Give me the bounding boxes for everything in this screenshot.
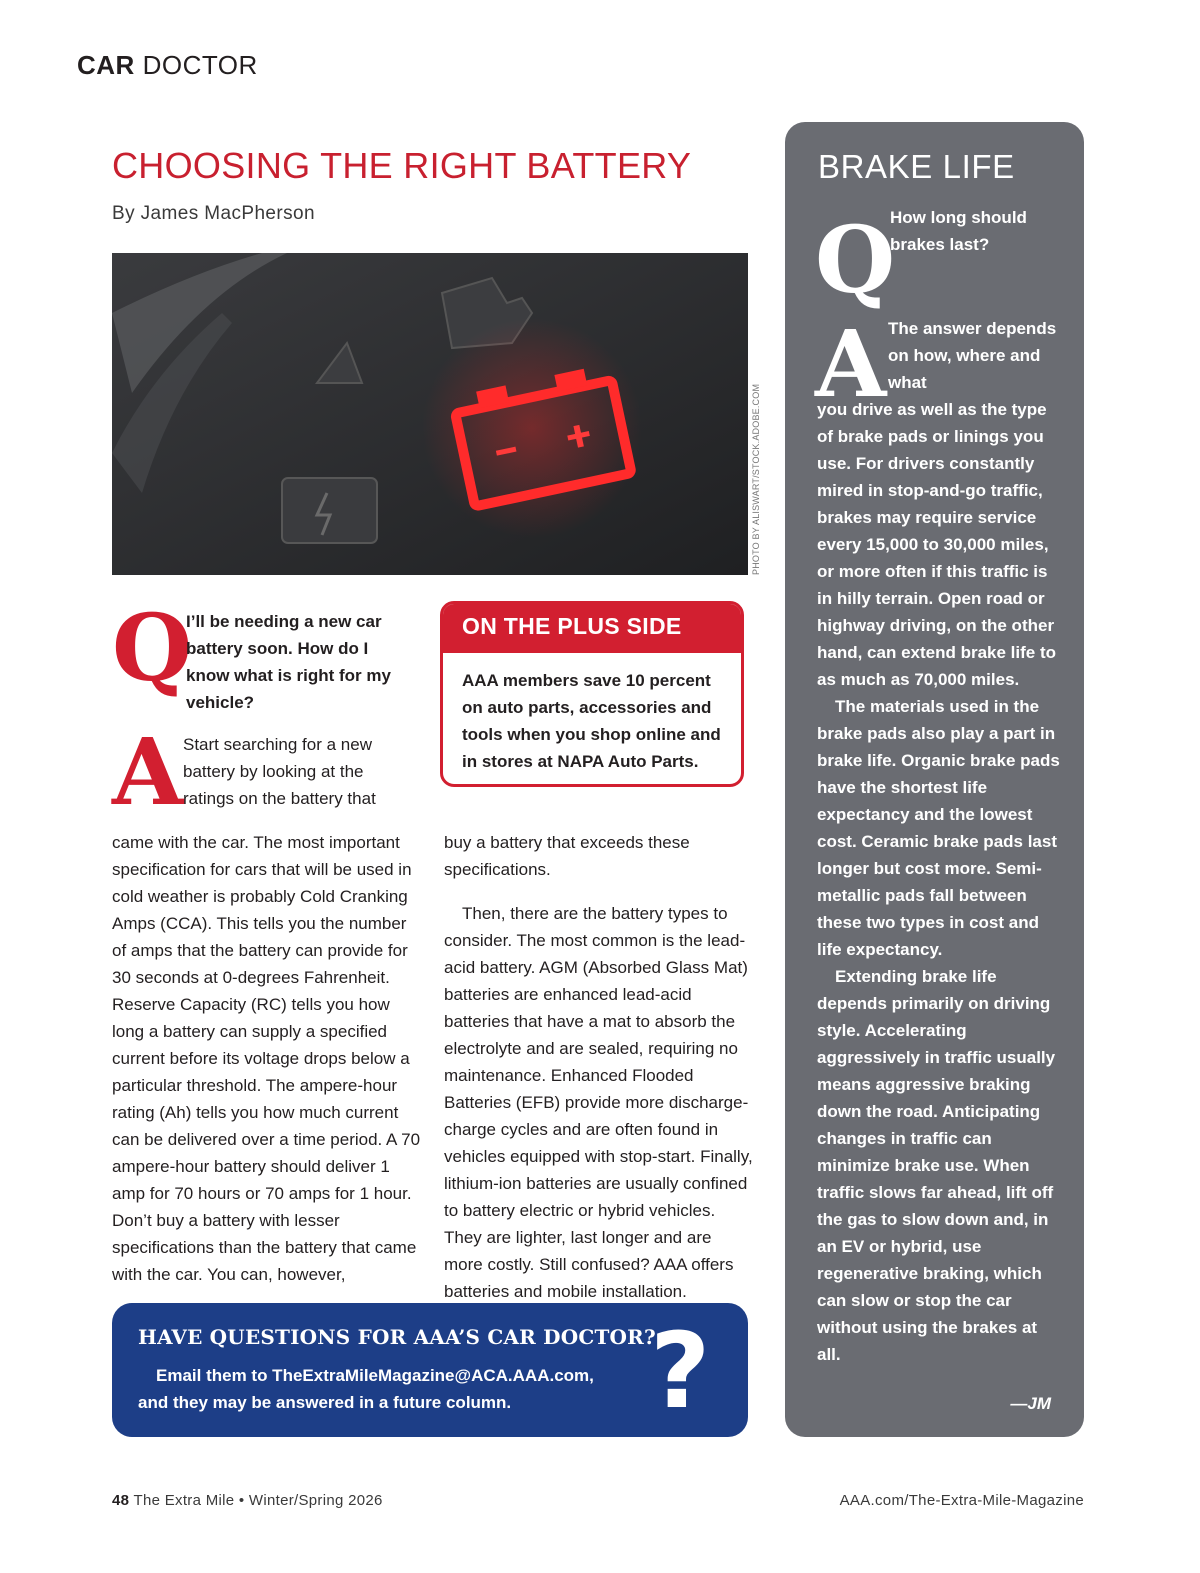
sidebar-question-text: How long should brakes last? bbox=[890, 208, 1027, 254]
dashboard-photo-illustration bbox=[112, 253, 748, 575]
sidebar-paragraph: you drive as well as the type of brake pads or linings you use. For drivers constantly mired in stop-and-go traffic, brakes may require service every 15,000 to 30,000 miles, or more often if this traffic is in hilly terrain. Open road or highway driving, on the other hand, can extend brake life to as much as 70,000 miles. bbox=[817, 400, 1057, 689]
byline: By James MacPherson bbox=[112, 203, 315, 224]
footer-left bbox=[112, 1492, 383, 1509]
sidebar-answer-lead: The answer depends on how, where and what bbox=[888, 319, 1057, 392]
photo-credit: PHOTO BY ALISWART/STOCK.ADOBE.COM bbox=[751, 383, 761, 575]
plus-side-body: AAA members save 10 percent on auto parts, accessories and tools when you shop online and in stores at NAPA Auto Parts. bbox=[462, 671, 721, 771]
sidebar-title: BRAKE LIFE bbox=[818, 148, 1015, 185]
answer-body-column-1 bbox=[112, 812, 422, 1305]
question-text: I’ll be needing a new car battery soon. How do I know what is right for my vehicle? bbox=[186, 612, 391, 712]
sidebar-paragraph: The materials used in the brake pads also play a part in brake life. Organic brake pads have the shortest life expectancy and the lowest cost. Ceramic brake pads last longer but cost more. Semi-metallic pads fall between these two types in cost and life expectancy. bbox=[817, 697, 1060, 959]
article-title: CHOOSING THE RIGHT BATTERY bbox=[112, 145, 692, 186]
sidebar-paragraph: Extending brake life depends primarily on driving style. Accelerating aggressively in traffic usually means aggressive braking down the road. Anticipating changes in traffic can minimize brake use. When traffic slows far ahead, lift off the gas to slow down and, in an EV or hybrid, use regenerative braking, which can slow or stop the car without using the brakes at all. bbox=[817, 967, 1056, 1364]
question-mark-icon: ? bbox=[650, 1310, 711, 1432]
answer-paragraph: buy a battery that exceeds these specifications. bbox=[444, 833, 690, 879]
section-label-light: DOCTOR bbox=[142, 50, 258, 80]
sidebar-signature: —JM bbox=[1010, 1394, 1051, 1413]
sidebar-question-drop-letter: Q bbox=[815, 206, 896, 314]
publication-info: The Extra Mile • Winter/Spring 2026 bbox=[133, 1492, 383, 1509]
answer-paragraph: Then, there are the battery types to consider. The most common is the lead-acid battery. AGM (Absorbed Glass Mat) batteries are enhanced lead-acid batteries that have a mat to absorb the electrolyte and are sealed, requiring no maintenance. Enhanced Flooded Batteries (EFB) provide more discharge-charge cycles and are often found in vehicles equipped with stop-start. Finally, lithium-ion batteries are usually confined to battery electric or hybrid vehicles. They are lighter, last longer and are more costly. Still confused? AAA offers batteries and mobile installation. bbox=[444, 904, 753, 1301]
page-number: 48 bbox=[112, 1492, 130, 1509]
answer-body-column-2 bbox=[444, 812, 754, 1322]
footer-url: AAA.com/The-Extra-Mile-Magazine bbox=[839, 1492, 1084, 1509]
answer-lead-text: Start searching for a new battery by looking at the ratings on the battery that bbox=[183, 735, 376, 808]
plus-side-title: ON THE PLUS SIDE bbox=[443, 604, 741, 653]
sidebar-answer-body bbox=[817, 396, 1062, 1368]
brake-life-sidebar bbox=[785, 122, 1084, 1437]
dashboard-battery-photo bbox=[112, 253, 748, 575]
cta-note-line: and they may be answered in a future column. bbox=[138, 1393, 512, 1412]
questions-cta-banner bbox=[112, 1303, 748, 1437]
cta-title: HAVE QUESTIONS FOR AAA’S CAR DOCTOR? bbox=[138, 1325, 656, 1349]
sidebar-answer-drop-letter: A bbox=[815, 310, 887, 418]
cta-email-line: Email them to TheExtraMileMagazine@ACA.AAA.com, bbox=[156, 1366, 594, 1385]
answer-drop-letter: A bbox=[112, 718, 184, 826]
section-label-bold: CAR bbox=[77, 50, 135, 80]
section-label bbox=[77, 50, 258, 81]
plus-side-callout bbox=[440, 601, 744, 787]
answer-paragraph: came with the car. The most important specification for cars that will be used in cold weather is probably Cold Cranking Amps (CCA). This tells you the number of amps that the battery can provide for 30 seconds at 0-degrees Fahrenheit. Reserve Capacity (RC) tells you how long a battery can supply a specified current before its voltage drops below a particular threshold. The ampere-hour rating (Ah) tells you how much current can be delivered over a time period. A 70 ampere-hour battery should deliver 1 amp for 70 hours or 70 amps for 1 hour. Don’t buy a battery with lesser specifications than the battery that came with the car. You can, however, bbox=[112, 833, 421, 1284]
question-drop-letter: Q bbox=[112, 594, 193, 702]
